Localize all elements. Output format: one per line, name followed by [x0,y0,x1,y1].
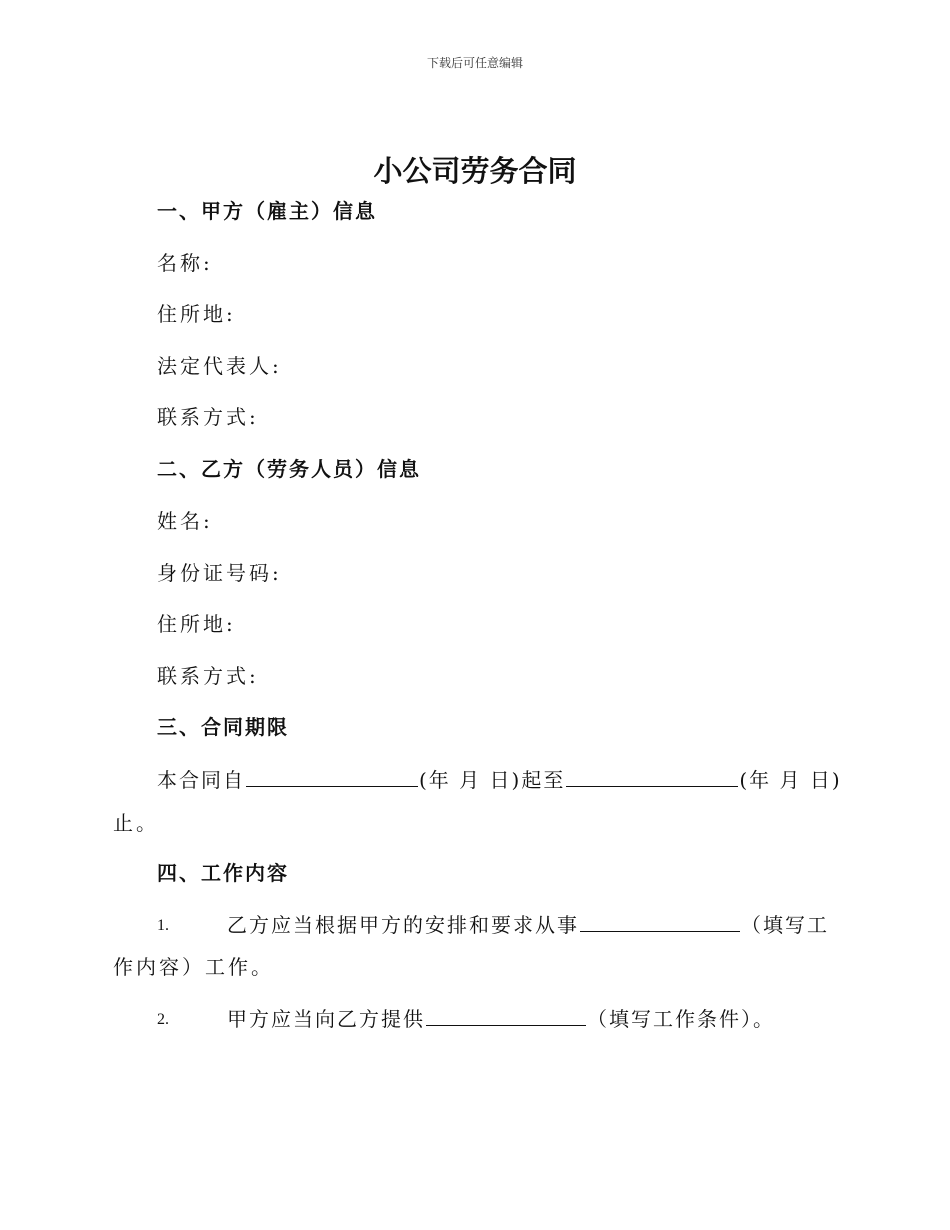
term-text-start: 本合同自 [157,768,245,792]
section-heading-party-b: 二、乙方（劳务人员）信息 [157,457,421,481]
term-sentence-end: 止。 [113,811,159,835]
work-item-1-text: 乙方应当根据甲方的安排和要求从事 [227,913,579,937]
work-content-blank[interactable] [580,913,740,932]
field-label-full-name: 姓名: [157,509,213,533]
term-text-mid2: (年 月 日) [739,768,842,792]
field-label-name: 名称: [157,251,213,275]
work-conditions-blank[interactable] [426,1007,586,1026]
section-heading-work-content: 四、工作内容 [157,861,289,885]
field-label-legal-representative: 法定代表人: [157,354,282,378]
item-number-1: 1. [157,917,169,934]
item-number-2: 2. [157,1011,169,1028]
term-sentence [157,768,842,792]
work-item-1-continuation: 作内容）工作。 [113,955,274,979]
field-label-id-number: 身份证号码: [157,561,282,585]
work-item-2 [227,1007,775,1031]
work-item-1-after: （填写工 [741,913,829,937]
field-label-address: 住所地: [157,302,236,326]
section-heading-term: 三、合同期限 [157,715,289,739]
field-label-contact-b: 联系方式: [157,664,259,688]
term-text-mid1: (年 月 日)起至 [419,768,566,792]
end-date-blank[interactable] [566,768,738,787]
document-title: 小公司劳务合同 [373,154,577,188]
work-item-2-after: （填写工作条件）。 [587,1007,775,1031]
header-note: 下载后可任意编辑 [426,56,523,70]
work-item-1 [227,913,829,937]
field-label-address-b: 住所地: [157,612,236,636]
field-label-contact: 联系方式: [157,405,259,429]
start-date-blank[interactable] [246,768,418,787]
work-item-2-text: 甲方应当向乙方提供 [227,1007,425,1031]
section-heading-party-a: 一、甲方（雇主）信息 [157,199,377,223]
